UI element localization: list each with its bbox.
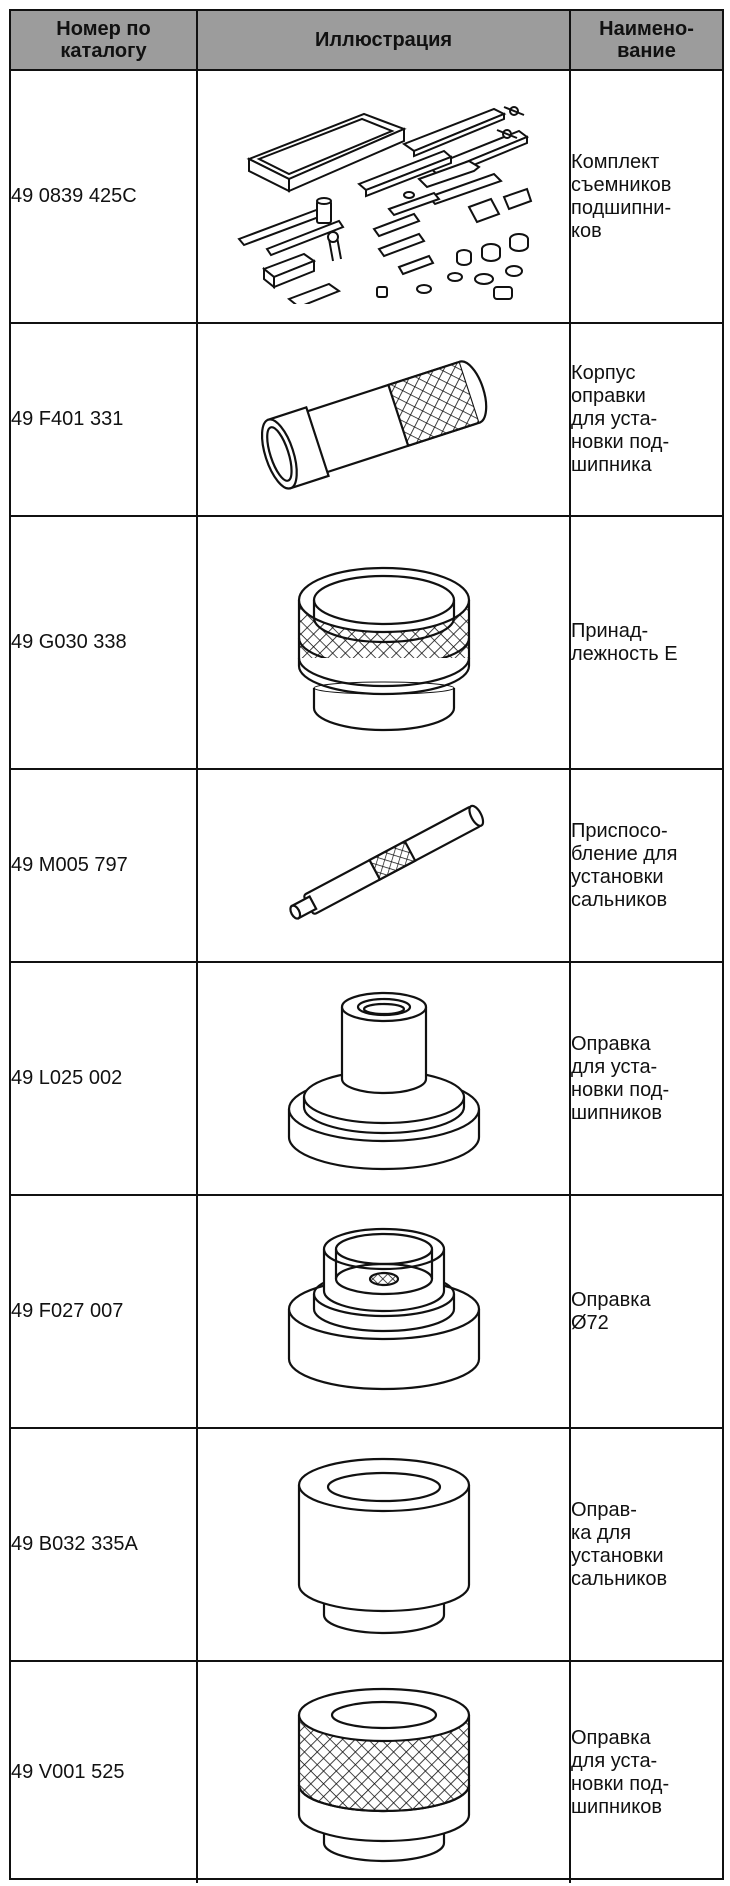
catalog-number: 49 B032 335A <box>11 1428 197 1661</box>
tool-illustration <box>197 769 570 962</box>
table-row <box>11 1195 722 1428</box>
tool-name: Комплект съемников подшипни- ков <box>570 70 722 323</box>
table-row <box>11 962 722 1195</box>
table-row <box>11 1661 722 1883</box>
catalog-number: 49 L025 002 <box>11 962 197 1195</box>
table-row <box>11 769 722 962</box>
tool-name: Оправка Ø72 <box>570 1195 722 1428</box>
tool-name: Оправка для уста- новки под- шипников <box>570 962 722 1195</box>
mandrel-body-icon <box>239 340 529 500</box>
tool-illustration <box>197 323 570 516</box>
mandrel-72-icon <box>274 1209 494 1414</box>
header-name: Наимено- вание <box>570 11 722 70</box>
table-row <box>11 516 722 769</box>
special-tools-table <box>11 11 722 1883</box>
tool-illustration <box>197 962 570 1195</box>
catalog-number: 49 F027 007 <box>11 1195 197 1428</box>
knurled-mandrel-icon <box>279 1675 489 1870</box>
seal-installer-rod-icon <box>254 786 514 946</box>
tool-name: Оправ- ка для установки сальников <box>570 1428 722 1661</box>
header-illustration: Иллюстрация <box>197 11 570 70</box>
tool-illustration <box>197 1195 570 1428</box>
tool-table-frame <box>9 9 724 1880</box>
catalog-number: 49 0839 425C <box>11 70 197 323</box>
table-header-row <box>11 11 722 70</box>
tool-name: Корпус оправки для уста- новки под- шипника <box>570 323 722 516</box>
catalog-number: 49 F401 331 <box>11 323 197 516</box>
catalog-number: 49 V001 525 <box>11 1661 197 1883</box>
tool-illustration <box>197 1428 570 1661</box>
tool-illustration <box>197 516 570 769</box>
header-catalog-number: Номер по каталогу <box>11 11 197 70</box>
table-row <box>11 323 722 516</box>
catalog-number: 49 G030 338 <box>11 516 197 769</box>
seal-mandrel-icon <box>279 1445 489 1645</box>
stepped-mandrel-icon <box>274 979 494 1179</box>
tool-name: Приспосо- бление для установки сальников <box>570 769 722 962</box>
table-row <box>11 70 722 323</box>
tool-name: Оправка для уста- новки под- шипников <box>570 1661 722 1883</box>
attachment-ring-icon <box>269 538 499 748</box>
bearing-puller-set-icon <box>229 89 539 304</box>
tool-name: Принад- лежность E <box>570 516 722 769</box>
catalog-number: 49 M005 797 <box>11 769 197 962</box>
table-row <box>11 1428 722 1661</box>
tool-illustration <box>197 70 570 323</box>
tool-illustration <box>197 1661 570 1883</box>
